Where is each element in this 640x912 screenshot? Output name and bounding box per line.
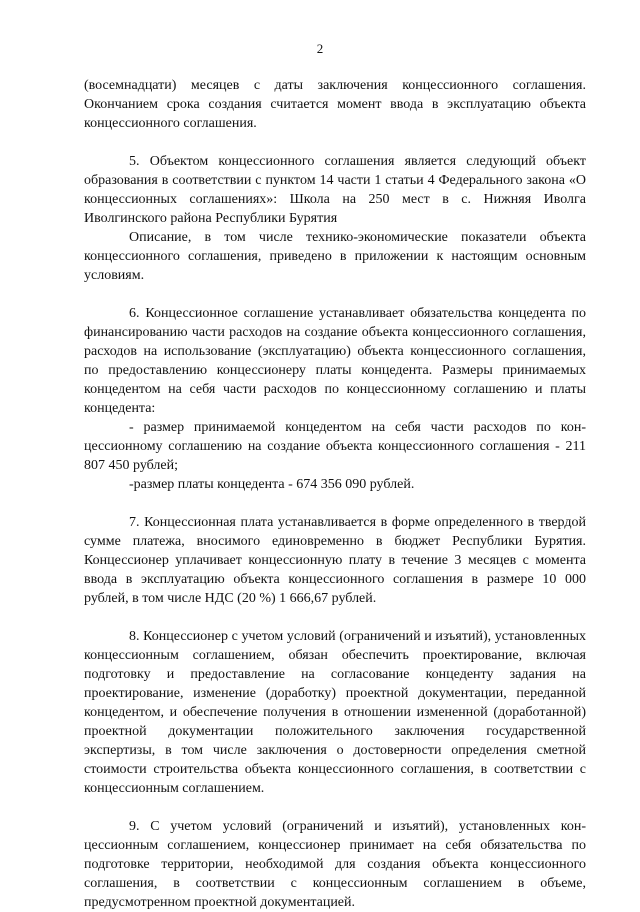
page-number: 2 <box>316 41 324 56</box>
paragraph-object-description: Описание, в том числе технико-экономические показатели объекта концессионного соглашения, приведено в приложении к настоящим основным условиям. <box>84 230 586 283</box>
paragraph-6-expense-share: - размер принимаемой концедентом на себя части расходов по концессионному соглашению на создание объекта концессионного соглашения - 211 807 450 рублей; <box>84 420 586 473</box>
paragraph-term-continuation: (восемнадцати) месяцев с даты заключения концессионного соглашения. Окончанием срока создания считается момент ввода в эксплуатацию объекта концессионного соглашения. <box>84 78 586 131</box>
paragraph-7-concession-fee: 7. Концессионная плата устанавливается в форме определенного в твердой сумме платежа, вносимого единовременно в бюджет Республики Бурятия. Концессионер уплачивает концессионную плату в течение 3 месяцев с момента ввода в эксплуатацию объекта концессионного соглашения в размере 10 000 рублей, в том числе НДС (20 %) 1 666,67 рублей. <box>84 515 586 606</box>
paragraph-9-site-preparation: 9. С учетом условий (ограничений и изъятий), установленных концессионным соглашением, концессионер принимает на себя обязательства по подготовке территории, необходимой для создания объекта концессионного соглашения, в соответствии с концессионным соглашением в объеме, предусмотренном проектной документацией. <box>84 819 586 910</box>
paragraph-6-grantor-fee: -размер платы концедента - 674 356 090 рублей. <box>129 477 415 492</box>
paragraph-6-grantor-obligations: 6. Концессионное соглашение устанавливает обязательства концедента по финансированию части расходов на создание объекта концессионного соглашения, расходов на использование (эксплуатацию) объекта концессионного соглашения, по предоставлению концессионеру платы концедента. Размеры принимаемых концедентом на себя части расходов по концессионному соглашению и платы концедента: <box>84 306 586 416</box>
paragraph-8-design-obligations: 8. Концессионер с учетом условий (ограничений и изъятий), установленных концессионным соглашением, обязан обеспечить проектирование, включая подготовку и предоставление на согласование концеденту задания на проектирование, изменение (доработку) проектной документации, переданной концедентом, и обеспечение получения в отношении измененной (доработанной) проектной документации положительного заключения государственной экспертизы, в том числе заключения о достоверности определения сметной стоимости строительства объекта концессионного соглашения, в соответствии с концессионным соглашением. <box>84 629 586 796</box>
document-body <box>84 76 586 912</box>
paragraph-5-concession-object: 5. Объектом концессионного соглашения является следующий объект образования в соответствии с пунктом 14 части 1 статьи 4 Федерального закона «О концессионных соглашениях»: Школа на 250 мест в с. Нижняя Иволга Иволгинского района Республики Бурятия <box>84 154 586 226</box>
